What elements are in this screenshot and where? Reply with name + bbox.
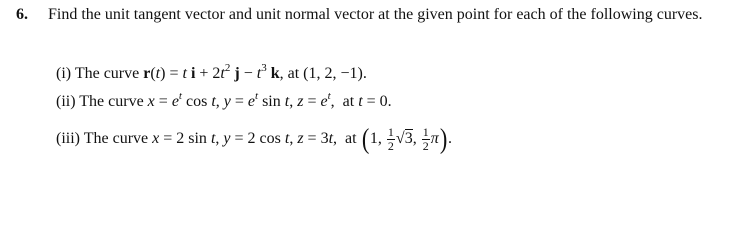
part-ii-equation: $x = e^t$ cos t, $y = e^t$ sin t, $z = e^t$, bbox=[147, 89, 335, 110]
part-ii-lead: The curve bbox=[79, 93, 144, 110]
part-i-equation: r(t) = t $i + 2t^2$ $j - t^3$ k, bbox=[143, 61, 284, 82]
part-i-lead: The curve bbox=[74, 65, 140, 82]
part-iii-at: at bbox=[345, 130, 357, 148]
part-ii-condition: t = 0. bbox=[358, 93, 392, 110]
part-ii-at: at bbox=[342, 93, 355, 110]
part-i-at: at bbox=[287, 65, 300, 82]
part-iii-label: (iii) bbox=[56, 130, 80, 148]
problem-number: 6. bbox=[16, 6, 28, 23]
problem-intro: Find the unit tangent vector and unit normal vector at the given point for each of the following curves. bbox=[48, 6, 703, 23]
part-i bbox=[56, 63, 367, 85]
part-iii-lead: The curve bbox=[83, 130, 149, 148]
part-ii-label: (ii) bbox=[56, 93, 76, 110]
part-iii-point: (1, $\frac{1}{2}$ √3, $\frac{1}{2}$ π). bbox=[361, 123, 453, 155]
part-i-point: (1, 2, −1). bbox=[303, 65, 367, 82]
part-iii bbox=[56, 123, 453, 155]
part-ii bbox=[56, 91, 392, 113]
part-iii-equation: x = 2 sin t, y = 2 cos t, z = 3t, bbox=[152, 130, 338, 148]
part-i-label: (i) bbox=[56, 65, 72, 82]
